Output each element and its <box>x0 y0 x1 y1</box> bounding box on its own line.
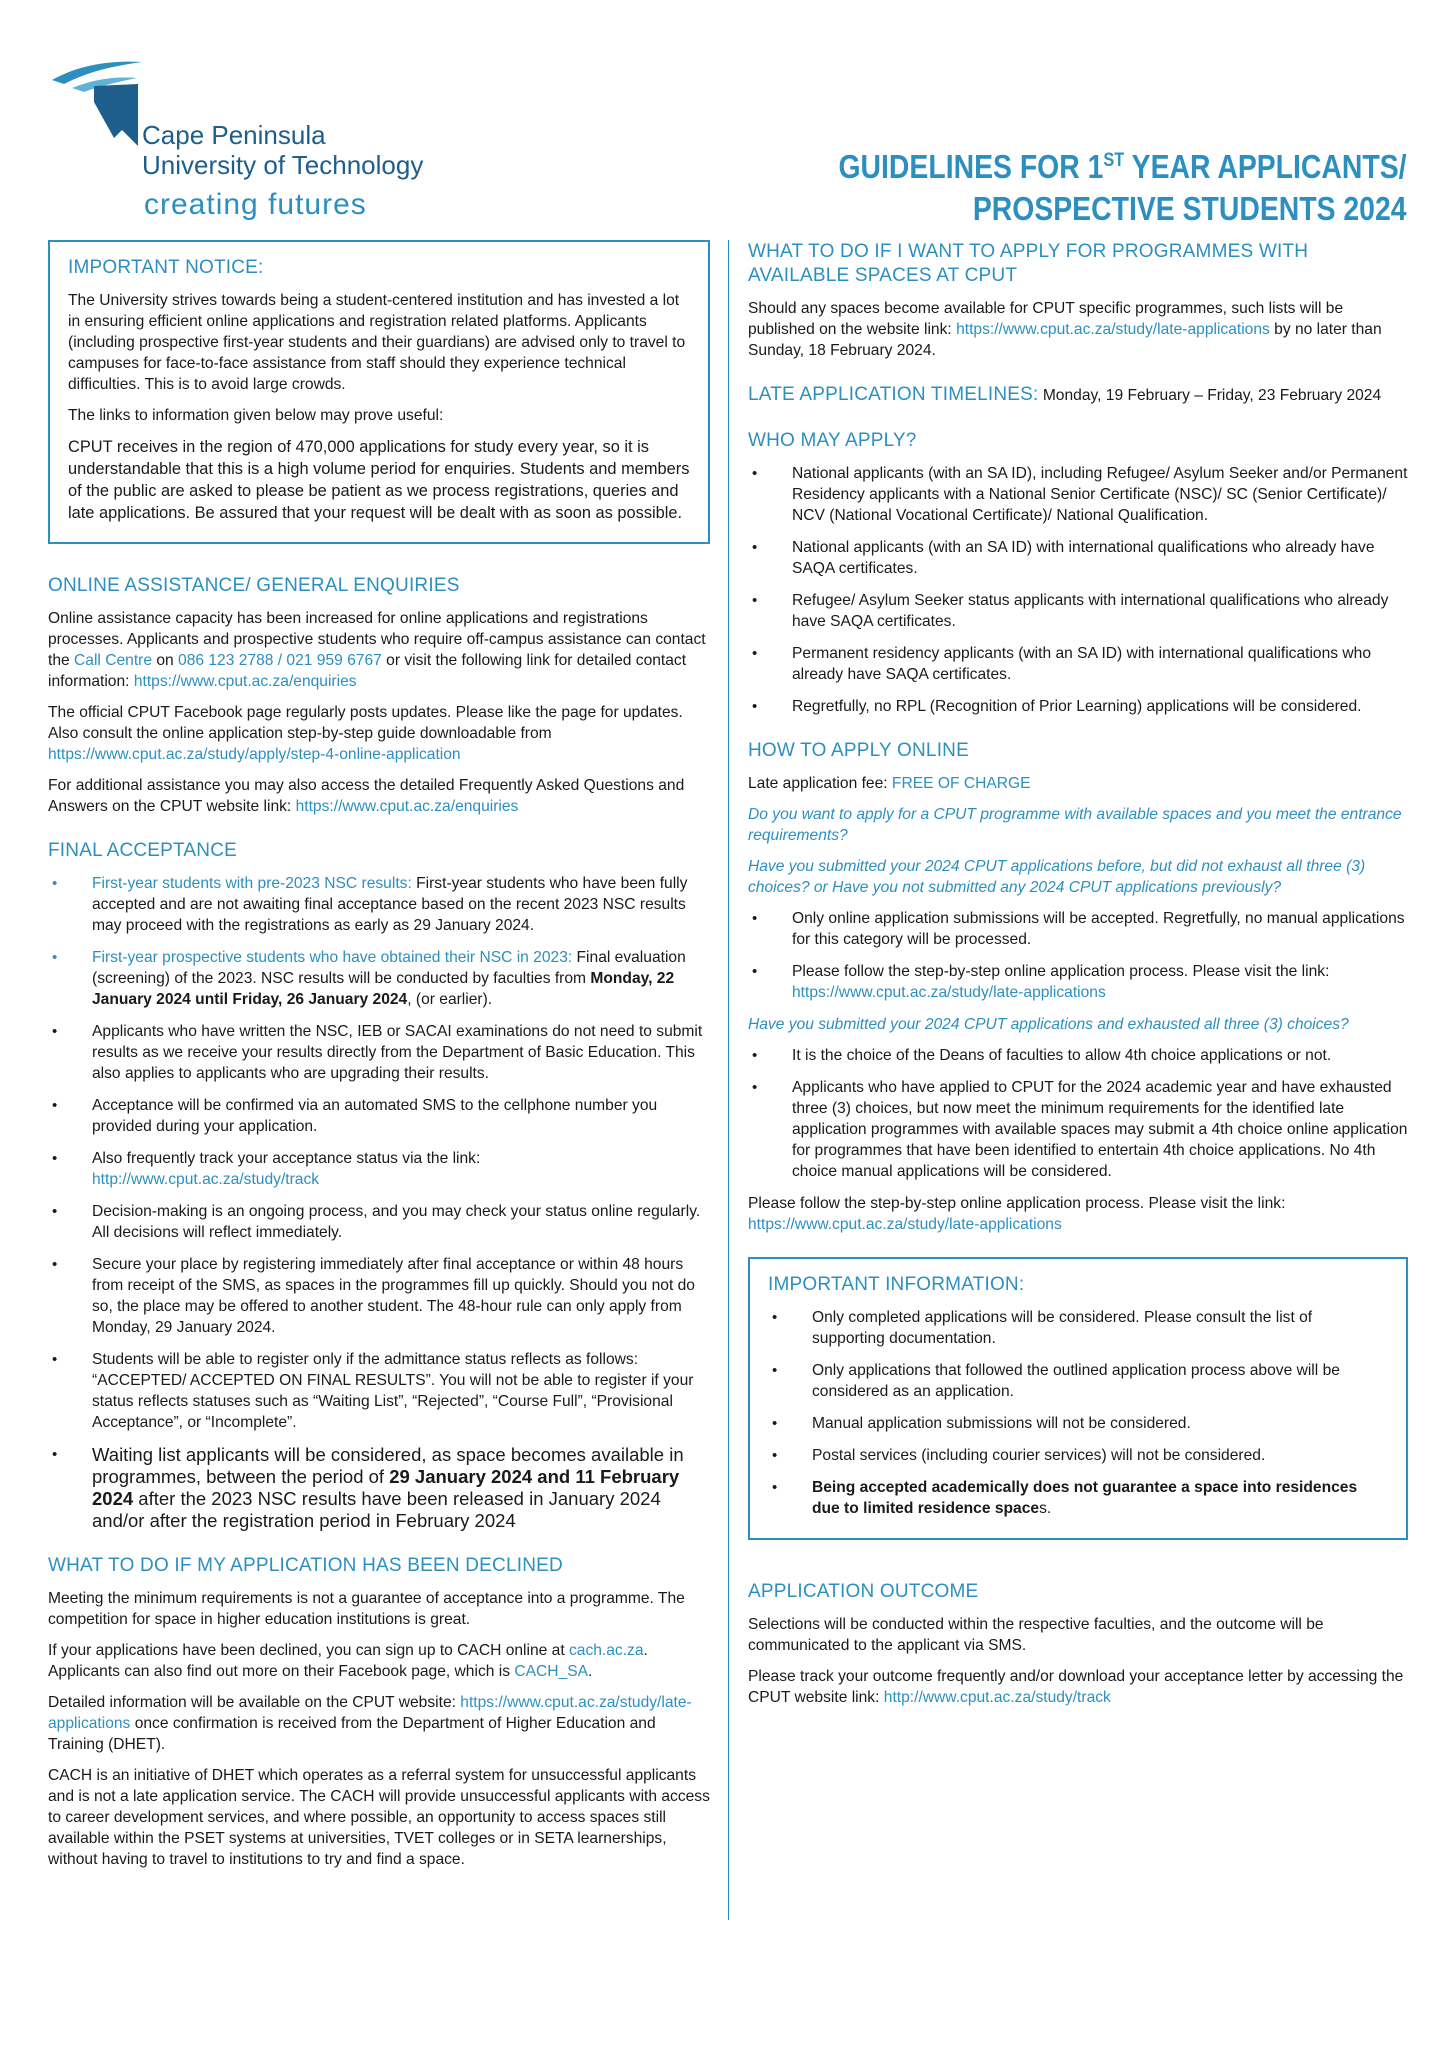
declined-text: CACH is an initiative of DHET which operates as a referral system for unsuccessful applicants and is not a late application service. The CACH will provide unsuccessful applicants with access to career development services, and where possible, an opportunity to access spaces still available within the PSET systems at universities, TVET colleges or in SETA learnerships, without having to travel to institutions to try and find a space. <box>48 1767 710 1868</box>
list-item: • Secure your place by registering immediately after final acceptance or within 48 hours from receipt of the SMS, as spaces in the programmes fill up quickly. Should you not do so, the place may be offered to another student. The 48-hour rule can only apply from Monday, 29 January 2024. <box>52 1256 695 1336</box>
list-item: • National applicants (with an SA ID) with international qualifications who already have SAQA certificates. <box>752 539 1375 577</box>
logo-name-line2: University of Technology <box>142 150 424 180</box>
declined-section <box>48 1554 710 1870</box>
available-spaces-section <box>748 240 1408 361</box>
call-centre-link[interactable]: Call Centre <box>74 652 153 669</box>
list-item: • Being accepted academically does not guarantee a space into residences due to limited residence spaces. <box>772 1479 1358 1517</box>
how-to-apply-list <box>748 908 1408 1003</box>
question-text: Have you submitted your 2024 CPUT applications before, but did not exhaust all three (3) choices? or Have you not submitted any 2024 CPUT applications previously? <box>748 858 1366 896</box>
declined-text: Meeting the minimum requirements is not a guarantee of acceptance into a programme. The competition for space in higher education institutions is great. <box>48 1590 685 1628</box>
logo-tagline: creating futures <box>144 188 367 221</box>
right-column <box>748 240 1408 1730</box>
final-acceptance-section <box>48 839 710 1532</box>
important-notice-box <box>48 240 710 544</box>
cput-logo <box>52 58 432 228</box>
track-status-link[interactable]: http://www.cput.ac.za/study/track <box>92 1171 320 1188</box>
declined-text: Detailed information will be available on the CPUT website: https://www.cput.ac.za/study/late-applications once confirmation is received from the Department of Higher Education and Training (DHET). <box>48 1694 692 1753</box>
outcome-section <box>748 1580 1408 1708</box>
important-information-heading: IMPORTANT INFORMATION: <box>768 1274 1025 1295</box>
page-title: GUIDELINES FOR 1ST YEAR APPLICANTS/ PROSPECTIVE STUDENTS 2024 <box>838 148 1407 227</box>
list-item: • Only applications that followed the outlined application process above will be considered as an application. <box>772 1362 1340 1400</box>
final-acceptance-list <box>48 873 710 1532</box>
list-item: • Only completed applications will be considered. Please consult the list of supporting documentation. <box>772 1309 1313 1347</box>
cach-facebook-link[interactable]: CACH_SA <box>514 1663 589 1680</box>
outcome-heading: APPLICATION OUTCOME <box>748 1581 979 1602</box>
list-item: • Also frequently track your acceptance status via the link: http://www.cput.ac.za/study/track <box>52 1150 481 1188</box>
list-item: • It is the choice of the Deans of faculties to allow 4th choice applications or not. <box>752 1047 1332 1064</box>
list-item: • Regretfully, no RPL (Recognition of Prior Learning) applications will be considered. <box>752 698 1362 715</box>
final-acceptance-heading: FINAL ACCEPTANCE <box>48 840 238 861</box>
late-applications-link[interactable]: https://www.cput.ac.za/study/late-applications <box>956 321 1270 338</box>
how-to-apply-text: Please follow the step-by-step online application process. Please visit the link: https://www.cput.ac.za/study/late-applications <box>748 1195 1286 1233</box>
cput-wave-logo-icon <box>52 58 152 148</box>
faq-enquiries-link[interactable]: https://www.cput.ac.za/enquiries <box>295 798 519 815</box>
track-outcome-link[interactable]: http://www.cput.ac.za/study/track <box>883 1689 1111 1706</box>
list-item: • Applicants who have applied to CPUT for the 2024 academic year and have exhausted three (3) choices, but now meet the minimum requirements for the identified late application programmes with available spaces may submit a 4th choice online application for programmes that have been identified to entertain 4th choice applications. No 4th choice manual applications will be considered. <box>752 1079 1408 1180</box>
who-may-apply-section <box>748 429 1408 717</box>
list-item: • Students will be able to register only if the admittance status reflects as follows: “ACCEPTED/ ACCEPTED ON FINAL RESULTS”. You will not be able to register if your status reflects statuses such as “Waiting List”, “Rejected”, “Course Full”, “Provisional Acceptance”, or “Incomplete”. <box>52 1351 694 1431</box>
question-text: Have you submitted your 2024 CPUT applications and exhausted all three (3) choices? <box>748 1016 1349 1033</box>
list-item: • Refugee/ Asylum Seeker status applicants with international qualifications who already have SAQA certificates. <box>752 592 1389 630</box>
outcome-text: Selections will be conducted within the respective faculties, and the outcome will be communicated to the applicant via SMS. <box>748 1616 1324 1654</box>
available-spaces-heading: WHAT TO DO IF I WANT TO APPLY FOR PROGRAMMES WITH AVAILABLE SPACES AT CPUT <box>748 241 1309 286</box>
list-item: • First-year students with pre-2023 NSC results: First-year students who have been fully accepted and are not awaiting final acceptance based on the recent 2023 NSC results may proceed with the registrations as early as 29 January 2024. <box>52 875 688 934</box>
late-timelines-section <box>748 383 1408 407</box>
late-timelines-dates: Monday, 19 February – Friday, 23 February 2024 <box>1038 387 1382 404</box>
list-item: • Waiting list applicants will be considered, as space becomes available in programmes, between the period of 29 January 2024 and 11 February 2024 after the 2023 NSC results have been released in January 2024 and/or after the registration period in February 2024 <box>52 1444 684 1531</box>
list-item: • Postal services (including courier services) will not be considered. <box>772 1447 1266 1464</box>
logo-name-line1: Cape Peninsula <box>142 120 326 150</box>
declined-text: If your applications have been declined, you can sign up to CACH online at cach.ac.za. Applicants can also find out more on their Facebook page, which is CACH_SA. <box>48 1642 648 1680</box>
list-item: • Applicants who have written the NSC, IEB or SACAI examinations do not need to submit results as we receive your results directly from the Department of Basic Education. This also applies to applicants who are upgrading their results. <box>52 1023 703 1082</box>
list-item: • National applicants (with an SA ID), including Refugee/ Asylum Seeker and/or Permanent Residency applicants with a National Senior Certificate (NSC)/ SC (Senior Certificate)/ NCV (National Vocational Certificate)/ National Qualification. <box>752 465 1408 524</box>
list-item: • Decision-making is an ongoing process, and you may check your status online regularly. All decisions will reflect immediately. <box>52 1203 701 1241</box>
list-item: • First-year prospective students who have obtained their NSC in 2023: Final evaluation (screening) of the 2023. NSC results will be conducted by faculties from Monday, 22 January 2024 until Friday, 26 January 2024, (or earlier). <box>52 949 686 1008</box>
how-to-apply-heading: HOW TO APPLY ONLINE <box>748 740 969 761</box>
fourth-choice-list <box>748 1045 1408 1182</box>
outcome-text: Please track your outcome frequently and/or download your acceptance letter by accessing the CPUT website link: http://www.cput.ac.za/study/track <box>748 1668 1404 1706</box>
important-notice-heading: IMPORTANT NOTICE: <box>68 257 264 278</box>
faq-text: For additional assistance you may also access the detailed Frequently Asked Questions and Answers on the CPUT website link: https://www.cput.ac.za/enquiries <box>48 777 685 815</box>
important-information-list <box>768 1307 1388 1519</box>
question-text: Do you want to apply for a CPUT programme with available spaces and you meet the entrance requirements? <box>748 806 1402 844</box>
available-spaces-text: Should any spaces become available for CPUT specific programmes, such lists will be published on the website link: https://www.cput.ac.za/study/late-applications by no later than Sunday, 18 February 2024. <box>748 300 1382 359</box>
late-timelines-heading: LATE APPLICATION TIMELINES: <box>748 384 1039 405</box>
phone-numbers: 086 123 2788 / 021 959 6767 <box>178 652 382 669</box>
list-item: • Acceptance will be confirmed via an automated SMS to the cellphone number you provided during your application. <box>52 1097 658 1135</box>
how-to-apply-section <box>748 739 1408 1235</box>
late-applications-link[interactable]: https://www.cput.ac.za/study/late-applications <box>748 1216 1062 1233</box>
online-assistance-text: Online assistance capacity has been increased for online applications and registrations processes. Applicants and prospective students who require off-campus assistance can contact the Call Centre on 086 123 2788 / 021 959 6767 or visit the following link for detailed contact information: https://www.cput.ac.za/enquiries <box>48 610 706 690</box>
list-item: • Manual application submissions will not be considered. <box>772 1415 1191 1432</box>
declined-heading: WHAT TO DO IF MY APPLICATION HAS BEEN DECLINED <box>48 1555 563 1576</box>
important-information-box <box>748 1257 1408 1540</box>
important-notice-text: The links to information given below may prove useful: <box>68 407 444 424</box>
step-by-step-guide-link[interactable]: https://www.cput.ac.za/study/apply/step-4-online-application <box>48 746 461 763</box>
list-item: • Permanent residency applicants (with an SA ID) with international qualifications who already have SAQA certificates. <box>752 645 1372 683</box>
left-column <box>48 240 710 1892</box>
late-applications-link[interactable]: https://www.cput.ac.za/study/late-applications <box>48 1694 692 1732</box>
enquiries-link[interactable]: https://www.cput.ac.za/enquiries <box>133 673 357 690</box>
late-fee: Late application fee: FREE OF CHARGE <box>748 775 1031 792</box>
facebook-text: The official CPUT Facebook page regularly posts updates. Please like the page for updates. Also consult the online application step-by-step guide downloadable from https://www.cput.ac.za/study/apply/step-4-online-application <box>48 704 683 763</box>
late-applications-link[interactable]: https://www.cput.ac.za/study/late-applications <box>792 984 1106 1001</box>
cach-link[interactable]: cach.ac.za <box>568 1642 644 1659</box>
column-divider <box>728 240 729 1920</box>
important-notice-text: The University strives towards being a student-centered institution and has invested a lot in ensuring efficient online applications and registration related platforms. Applicants (including prospective first-year students and their guardians) are advised only to travel to campuses for face-to-face assistance from staff should they experience technical difficulties. This is to avoid large crowds. <box>68 292 686 393</box>
online-assistance-section <box>48 574 710 817</box>
who-may-apply-heading: WHO MAY APPLY? <box>748 430 917 451</box>
who-may-apply-list <box>748 463 1408 717</box>
important-notice-text: CPUT receives in the region of 470,000 applications for study every year, so it is understandable that this is a high volume period for enquiries. Students and members of the public are asked to please be patient as we process registrations, queries and late applications. Be assured that your request will be dealt with as soon as possible. <box>68 438 690 522</box>
list-item: • Only online application submissions will be accepted. Regretfully, no manual applications for this category will be processed. <box>752 910 1405 948</box>
list-item: • Please follow the step-by-step online application process. Please visit the link: https://www.cput.ac.za/study/late-applications <box>752 963 1330 1001</box>
online-assistance-heading: ONLINE ASSISTANCE/ GENERAL ENQUIRIES <box>48 575 460 596</box>
